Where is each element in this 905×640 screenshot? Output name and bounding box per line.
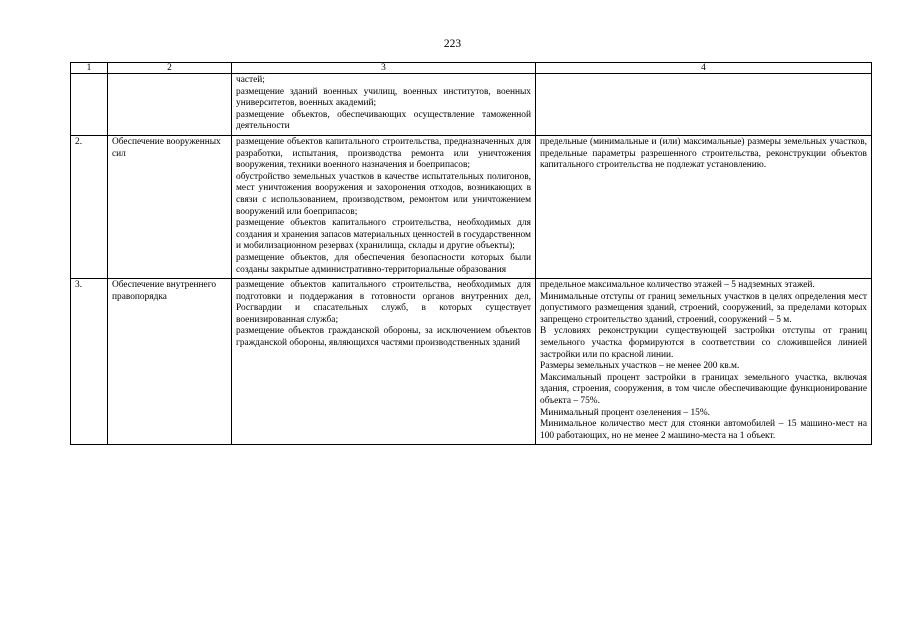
paragraph: В условиях реконструкции существующей застройки отступы от границ земельного участка формируются в соответствии со сложившейся линией застройки или по красной линии. <box>540 326 867 360</box>
page-number: 223 <box>443 38 462 50</box>
paragraph: размещение объектов капитального строительства, предназначенных для разработки, испытания, производства ремонта или уничтожения вооружения, техники военного назначения и боеприпасов; <box>236 136 531 171</box>
paragraph: Минимальный процент озеленения – 15%. <box>540 407 710 418</box>
table-row <box>71 279 872 445</box>
paragraph: Минимальное количество мест для стоянки автомобилей – 15 машино-мест на 100 работающих, но не менее 2 машино-места на 1 объект. <box>540 419 867 441</box>
paragraph: обустройство земельных участков в качестве испытательных полигонов, мест уничтожения вооружения и захоронения отходов, возникающих в связи с использованием, производством, ремонтом или уничтожением вооружений или боеприпасов; <box>236 171 531 217</box>
use-name: Обеспечение вооруженных сил <box>108 135 232 278</box>
paragraph: размещение объектов гражданской обороны, за исключением объектов гражданской обороны, являющихся частями производственных зданий <box>236 326 531 349</box>
use-name: Обеспечение внутреннего правопорядка <box>108 279 232 445</box>
use-name <box>108 74 232 136</box>
table-row <box>71 74 872 136</box>
header-cell: 2 <box>108 63 232 74</box>
header-cell: 3 <box>232 63 536 74</box>
paragraph: предельные (минимальные и (или) максимальные) размеры земельных участков, предельные параметры разрешенного строительства, реконструкции объектов капитального строительства не подлежат установлению. <box>540 136 867 171</box>
header-cell: 1 <box>71 63 108 74</box>
use-parameters <box>536 135 872 278</box>
row-number: 3. <box>71 279 108 445</box>
paragraph: размещение объектов, обеспечивающих осуществление таможенной деятельности <box>236 109 531 132</box>
zoning-table <box>70 62 872 445</box>
paragraph: Максимальный процент застройки в границах земельного участка, включая здания, строения, сооружения, в том числе обеспечивающие функционирование объекта – 75%. <box>540 372 867 407</box>
row-number <box>71 74 108 136</box>
paragraph: размещение объектов капитального строительства, необходимых для подготовки и поддержания в готовности органов внутренних дел, Росгвардии и спасательных служб, в которых существует военизированная служба; <box>236 280 531 325</box>
paragraph: Размеры земельных участков – не менее 200 кв.м. <box>540 361 740 372</box>
paragraph: предельное максимальное количество этажей – 5 надземных этажей. <box>540 280 815 291</box>
use-parameters <box>536 279 872 445</box>
paragraph: размещение объектов, для обеспечения безопасности которых были созданы закрытые административно-территориальные образования <box>236 252 531 275</box>
paragraph: Минимальные отступы от границ земельных участков в целях определения мест допустимого размещения зданий, строений, сооружений, за пределами которых запрещено строительство зданий, строений, сооружений – 5 м. <box>540 291 867 325</box>
use-description <box>232 279 536 445</box>
table-header-row <box>71 63 872 74</box>
use-description <box>232 135 536 278</box>
table-row <box>71 135 872 278</box>
paragraph: частей; <box>236 75 265 85</box>
row-number: 2. <box>71 135 108 278</box>
paragraph: размещение зданий военных училищ, военных институтов, военных университетов, военных академий; <box>236 86 531 109</box>
use-parameters <box>536 74 872 136</box>
header-cell: 4 <box>536 63 872 74</box>
paragraph: размещение объектов капитального строительства, необходимых для создания и хранения запасов материальных ценностей в государственном и мобилизационном резервах (хранилища, склады и другие объекты); <box>236 218 531 252</box>
use-description <box>232 74 536 136</box>
